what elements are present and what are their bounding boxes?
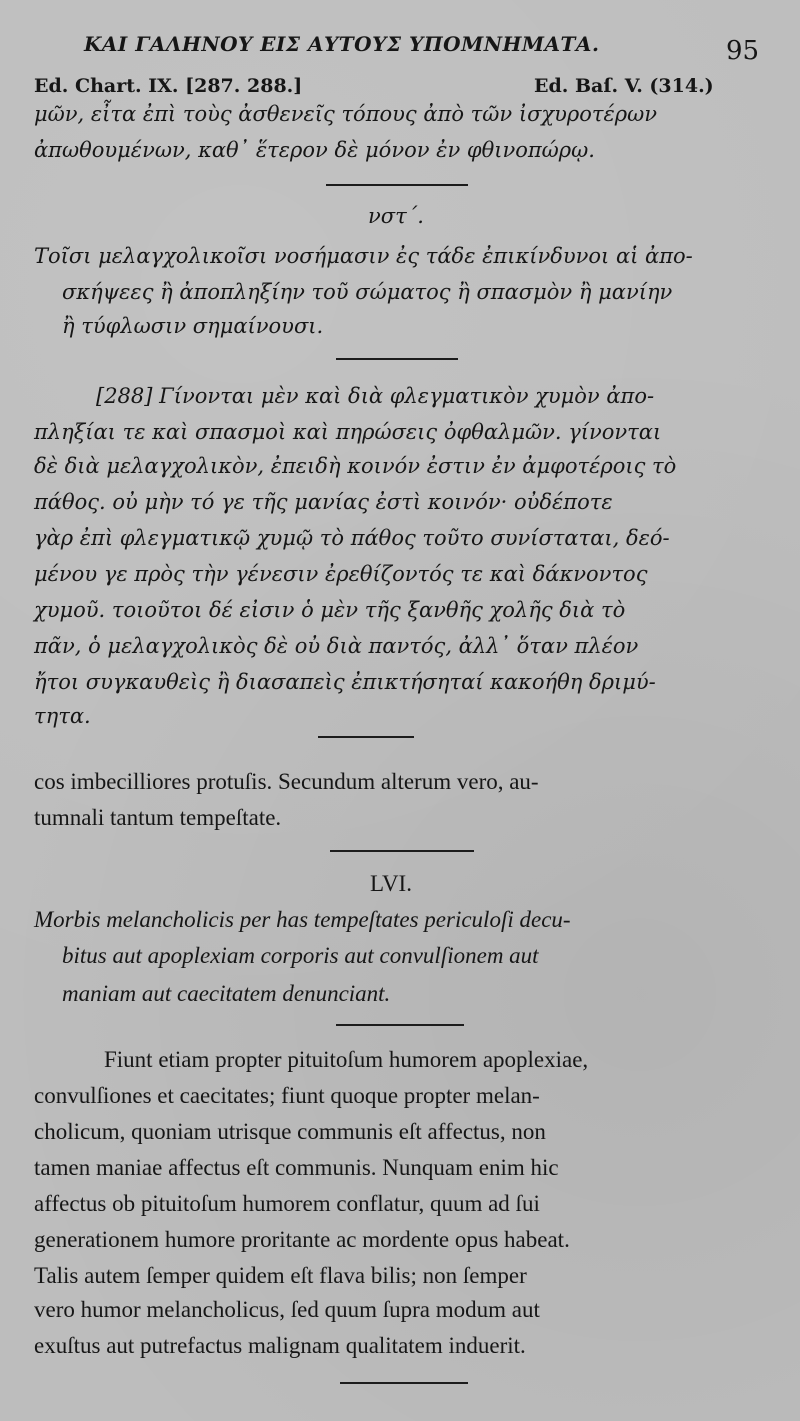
greek-aphorism-line: ἢ τύφλωσιν σημαίνουσι. [62, 314, 324, 338]
latin-comment-line: vero humor melancholicus, ſed quum ſupra modum aut [34, 1297, 540, 1322]
latin-comment-line: generationem humore proritante ac mordente opus habeat. [34, 1227, 570, 1252]
greek-comment-line: [288] Γίνονται μὲν καὶ διὰ φλεγματικὸν χυμὸν ἀπο- [96, 384, 655, 408]
greek-comment-line: πληξίαι τε καὶ σπασμοὶ καὶ πηρώσεις ὀφθαλμῶν. γίνονται [34, 420, 662, 444]
running-head: ΚΑΙ ΓΑΛΗΝΟΥ ΕΙΣ ΑΥΤΟΥΣ ΥΠΟΜΝΗΜΑΤΑ. [84, 32, 600, 56]
section-rule [330, 850, 474, 852]
edition-reference-left: Ed. Chart. IX. [287. 288.] [34, 75, 303, 97]
greek-comment-line: μένου γε πρὸς τὴν γένεσιν ἐρεθίζοντός τε καὶ δάκνοντος [34, 562, 648, 586]
latin-comment-line: exuſtus aut putrefactus malignam qualitatem induerit. [34, 1333, 526, 1358]
latin-aphorism-line: Morbis melancholicis per has tempeſtates periculoſi decu- [34, 907, 571, 932]
section-rule [336, 1024, 464, 1026]
greek-comment-line: πᾶν, ὁ μελαγχολικὸς δὲ οὐ διὰ παντός, ἀλλ᾽ ὅταν πλέον [34, 634, 639, 658]
greek-comment-line: γὰρ ἐπὶ φλεγματικῷ χυμῷ τὸ πάθος τοῦτο συνίσταται, δεό- [34, 526, 670, 550]
latin-intro-line: cos imbecilliores protuſis. Secundum alterum vero, au- [34, 769, 539, 794]
greek-comment-line: χυμοῦ. τοιοῦτοι δέ εἰσιν ὁ μὲν τῆς ξανθῆς χολῆς διὰ τὸ [34, 598, 626, 622]
section-rule [318, 736, 414, 738]
section-rule [326, 184, 468, 186]
latin-comment-line: Fiunt etiam propter pituitoſum humorem apoplexiae, [104, 1047, 589, 1072]
section-rule [340, 1382, 468, 1384]
latin-comment-line: Talis autem ſemper quidem eſt flava bilis; non ſemper [34, 1263, 527, 1288]
latin-intro-line: tumnali tantum tempeſtate. [34, 805, 282, 830]
page-number: 95 [726, 36, 760, 66]
latin-comment-line: convulſiones et caecitates; fiunt quoque propter melan- [34, 1083, 540, 1108]
edition-reference-right: Ed. Baſ. V. (314.) [534, 75, 714, 97]
greek-aphorism-line: σκήψεες ἢ ἀποπληξίην τοῦ σώματος ἢ σπασμὸν ἢ μανίην [62, 280, 673, 304]
latin-aphorism-line: bitus aut apoplexiam corporis aut convulſionem aut [62, 943, 539, 968]
greek-comment-line: δὲ διὰ μελαγχολικὸν, ἐπειδὴ κοινόν ἐστιν ἐν ἀμφοτέροις τὸ [34, 454, 677, 478]
greek-aphorism-number: νστ΄. [368, 204, 424, 228]
greek-intro-line: μῶν, εἶτα ἐπὶ τοὺς ἀσθενεῖς τόπους ἀπὸ τῶν ἰσχυροτέρων [34, 102, 658, 126]
greek-intro-line: ἀπωθουμένων, καθ᾽ ἕτερον δὲ μόνον ἐν φθινοπώρῳ. [34, 138, 595, 162]
latin-comment-line: affectus ob pituitoſum humorem conflatur, quum ad ſui [34, 1191, 540, 1216]
greek-comment-line: ἤτοι συγκαυθεὶς ἢ διασαπεὶς ἐπικτήσηταί κακοήθη δριμύ- [34, 670, 656, 694]
greek-comment-line: τητα. [34, 704, 91, 728]
greek-aphorism-line: Τοῖσι μελαγχολικοῖσι νοσήμασιν ἐς τάδε ἐπικίνδυνοι αἱ ἀπο- [34, 244, 693, 268]
latin-comment-line: tamen maniae affectus eſt communis. Nunquam enim hic [34, 1155, 559, 1180]
greek-comment-line: πάθος. οὐ μὴν τό γε τῆς μανίας ἐστὶ κοινόν· οὐδέποτε [34, 490, 613, 514]
latin-aphorism-line: maniam aut caecitatem denunciant. [62, 981, 391, 1006]
latin-aphorism-number: LVI. [370, 871, 412, 896]
latin-comment-line: cholicum, quoniam utrisque communis eſt affectus, non [34, 1119, 546, 1144]
section-rule [336, 358, 458, 360]
